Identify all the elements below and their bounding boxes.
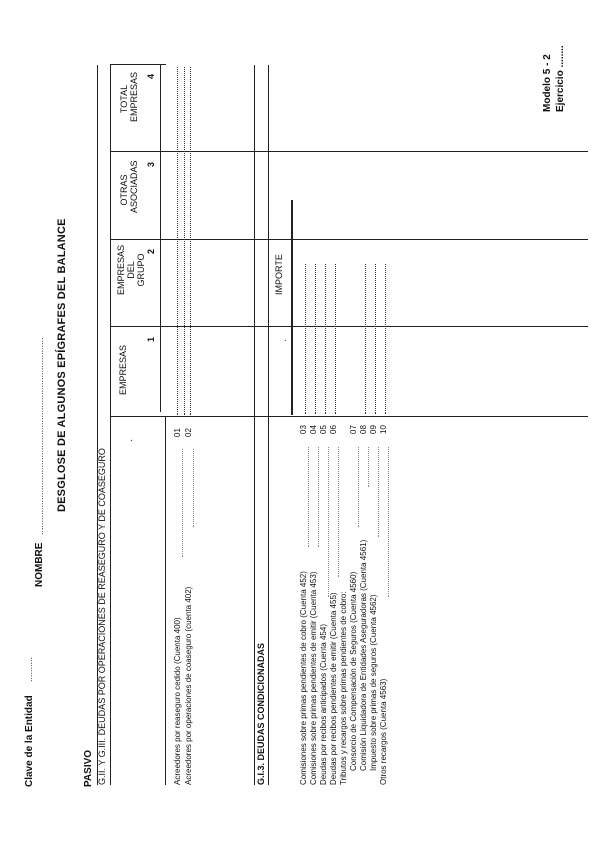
- s2-row-05-label: Deudas por recibos anticipados (Cuenta 454): [319, 624, 328, 785]
- s2-row-tributos-label: Tributos y recargos sobre primas pendientes de cobro:: [339, 591, 348, 785]
- s1-row-01-label: Acreedores por reaseguro cedido (Cuenta 400): [173, 617, 182, 785]
- section2-dot-mark: ·: [280, 339, 290, 342]
- s2-row-08-leader: [368, 447, 369, 487]
- section2-title-rule: [268, 65, 269, 785]
- s2-row-06-input[interactable]: [335, 264, 336, 414]
- s2-row-07-leader: [358, 447, 359, 527]
- col-header-otras-asociadas: OTRAS ASOCIADAS: [119, 160, 139, 213]
- modelo-label: Modelo 5 - 2: [542, 54, 553, 112]
- section2-title: G.I.3. DEUDAS CONDICIONADAS: [256, 642, 266, 785]
- section1-title: G.II. Y G.III. DEUDAS POR OPERACIONES DE REASEGURO Y DE COASEGURO: [97, 448, 107, 785]
- s2-row-06-leader: [338, 447, 339, 577]
- s1-row-01-input[interactable]: [177, 67, 178, 415]
- section1-title-rule: [110, 65, 111, 785]
- s2-row-03-code: 03: [299, 425, 308, 434]
- s2-row-06-label: Deudas por recibos pendientes de emitir (Cuenta 455): [329, 592, 338, 785]
- s1-row-01-input-b[interactable]: [184, 67, 185, 415]
- section1-label-rule: [165, 417, 166, 785]
- clave-entidad-label: Clave de la Entidad: [24, 695, 35, 787]
- s1-row-02-code: 02: [184, 428, 193, 437]
- s2-row-05-leader: [328, 447, 329, 597]
- s2-row-04-label: Comisiones sobre primas pendientes de emitir (Cuenta 453): [309, 571, 318, 785]
- s2-row-08-code: 08: [359, 425, 368, 434]
- pasivo-heading: PASIVO: [83, 749, 94, 787]
- s2-row-09-label: Impuesto sobre primas de seguros (Cuenta 4562): [369, 594, 378, 771]
- s2-row-07-code: 07: [349, 425, 358, 434]
- s2-row-08-input[interactable]: [365, 264, 366, 414]
- section1-dot-mark: ·: [126, 438, 137, 442]
- ejercicio-line: [555, 45, 566, 112]
- nombre-field[interactable]: ...............................................................................: [35, 337, 45, 535]
- s2-row-08-label: Comisión Liquidadora de Entidades Aseguradoras (Cuenta 4561): [359, 539, 368, 771]
- col-num-1: 1: [146, 336, 156, 342]
- s2-row-04-leader: [318, 447, 319, 547]
- s2-row-03-label: Comisiones sobre primas pendientes de cobro (Cuenta 452): [299, 571, 308, 785]
- s2-row-03-leader: [308, 447, 309, 547]
- s2-row-09-input[interactable]: [375, 264, 376, 414]
- importe-header-rule: [291, 200, 293, 415]
- col-header-empresas-grupo: EMPRESAS DEL GRUPO: [116, 244, 146, 295]
- section1-col-sep-2: [110, 326, 588, 327]
- col-header-empresas: EMPRESAS: [118, 344, 128, 395]
- clave-entidad-field[interactable]: ..........: [24, 656, 34, 682]
- s1-row-02-label: Acreedores por operaciones de coaseguro (cuenta 402): [184, 586, 193, 785]
- s2-row-09-leader: [378, 447, 379, 537]
- ejercicio-field[interactable]: ........: [555, 45, 566, 68]
- s1-row-02-leader: [193, 449, 194, 527]
- s1-row-02-input[interactable]: [190, 67, 191, 415]
- section1-col-sep-3: [110, 239, 588, 240]
- s1-row-01-code: 01: [173, 428, 182, 437]
- s2-row-09-code: 09: [369, 425, 378, 434]
- section2-top-rule: [254, 65, 255, 785]
- col-num-2: 2: [146, 248, 156, 254]
- s2-row-03-input[interactable]: [305, 264, 306, 414]
- col-header-total-empresas: TOTAL EMPRESAS: [119, 71, 139, 122]
- s1-row-01-leader: [182, 449, 183, 557]
- col-num-4: 4: [146, 73, 156, 79]
- importe-header: IMPORTE: [274, 254, 284, 295]
- col-num-3: 3: [146, 161, 156, 167]
- section1-header-rule: [160, 65, 161, 412]
- s2-row-10-code: 10: [379, 425, 388, 434]
- s2-row-10-input[interactable]: [385, 264, 386, 414]
- section1-col-sep-4: [110, 151, 588, 152]
- section2-col-sep: [268, 416, 343, 417]
- s2-row-05-input[interactable]: [325, 264, 326, 414]
- s2-row-05-code: 05: [319, 425, 328, 434]
- s2-row-04-input[interactable]: [315, 264, 316, 414]
- s2-row-10-label: Otros recargos (Cuenta 4563): [379, 678, 388, 785]
- s2-row-06-code: 06: [329, 425, 338, 434]
- section1-right-edge: [110, 64, 166, 65]
- s2-row-10-leader: [388, 447, 389, 597]
- nombre-label: NOMBRE: [34, 542, 45, 587]
- section1-col-sep-1: [110, 416, 588, 417]
- s2-row-07-label: Consorcio de Compensación de Seguros (Cuenta 4560): [349, 571, 358, 771]
- s2-row-04-code: 04: [309, 425, 318, 434]
- page-title: DESGLOSE DE ALGUNOS EPÍGRAFES DEL BALANCE: [56, 218, 68, 512]
- ejercicio-label: Ejercicio: [555, 70, 566, 112]
